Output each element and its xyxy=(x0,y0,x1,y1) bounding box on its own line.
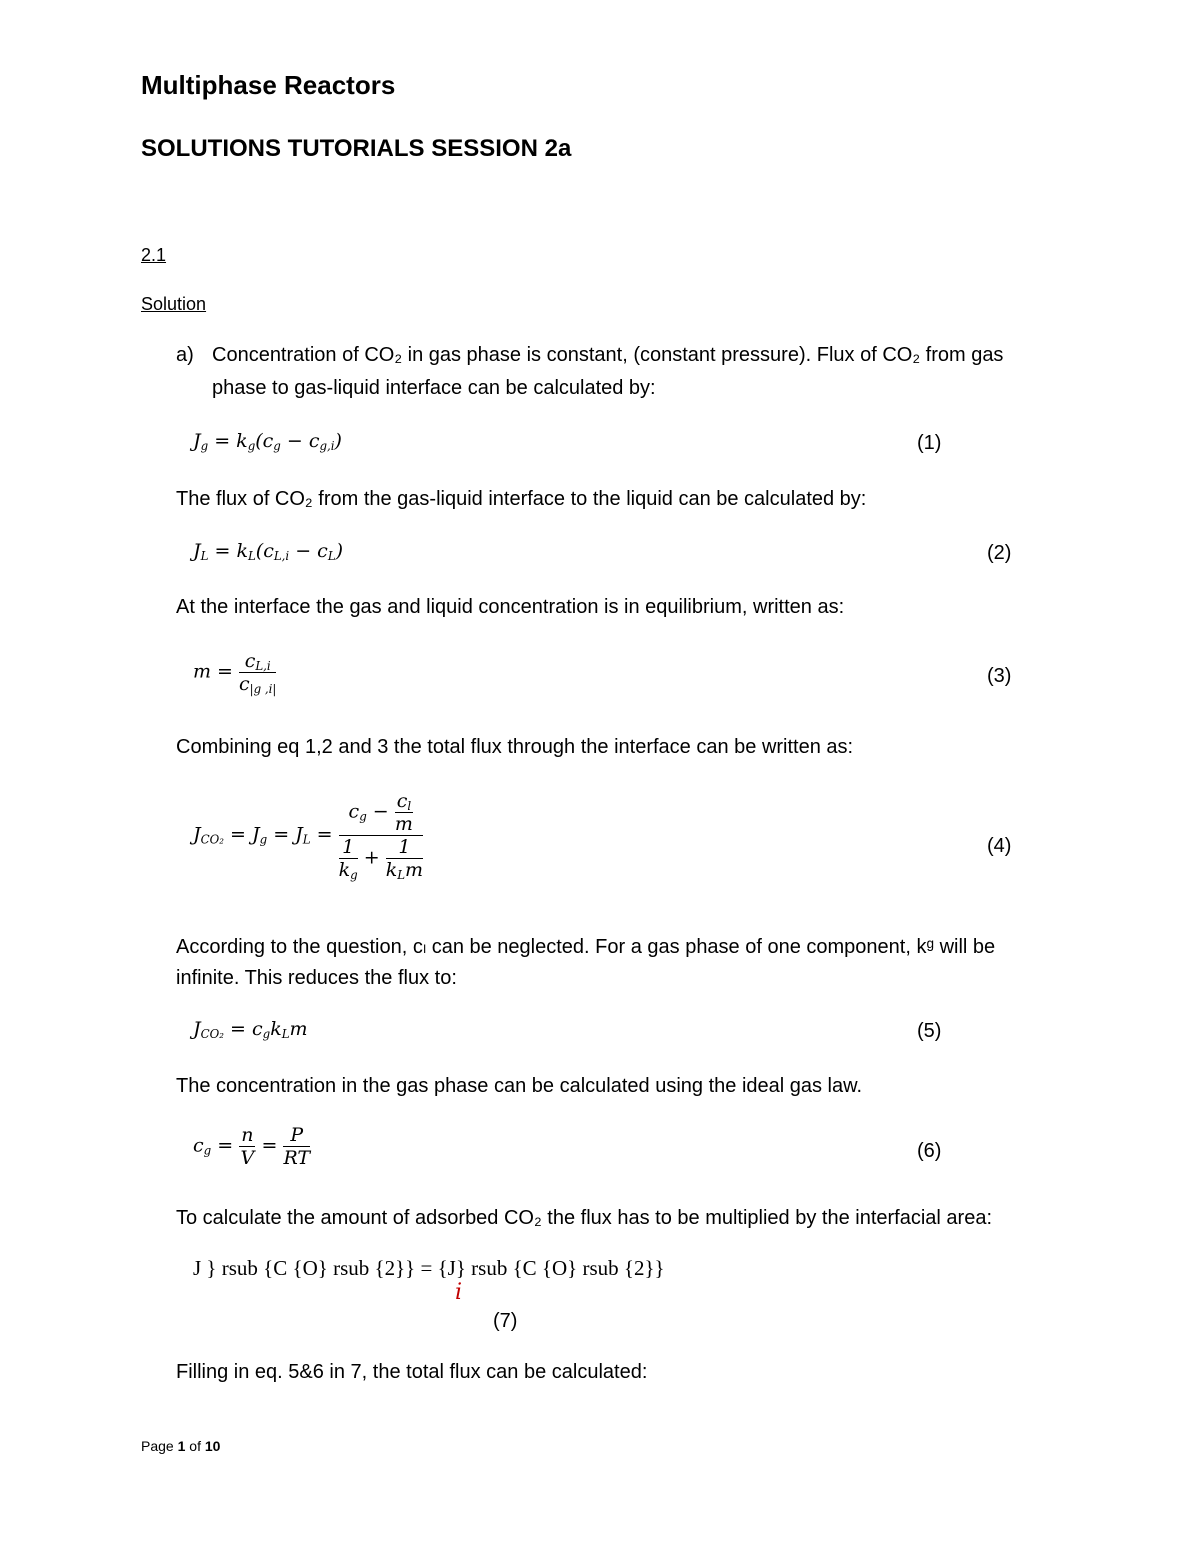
page-prefix: Page xyxy=(141,1438,174,1454)
equation-6-number: (6) xyxy=(917,1140,942,1162)
paragraph-combining: Combining eq 1,2 and 3 the total flux through the interface can be written as: xyxy=(176,736,854,758)
section-number: 2.1 xyxy=(141,245,167,265)
page-current: 1 xyxy=(177,1438,186,1454)
paragraph-filling-in: Filling in eq. 5&6 in 7, the total flux can be calculated: xyxy=(176,1361,648,1383)
item-a-marker: a) xyxy=(176,344,194,366)
equation-5-number: (5) xyxy=(917,1020,942,1042)
paragraph-equilibrium: At the interface the gas and liquid concentration is in equilibrium, written as: xyxy=(176,596,845,618)
equation-1-number: (1) xyxy=(917,432,942,454)
equation-3-number: (3) xyxy=(987,665,1012,687)
equation-5: $J_{CO_2} = c_gk_Lm$ xyxy=(193,1018,308,1041)
equation-3: m = $\frac{c_{L,i}}{c_{|g ,i|}}$ xyxy=(193,650,277,696)
equation-4-number: (4) xyxy=(987,835,1012,857)
paragraph-flux-to-liquid: The flux of CO₂ from the gas-liquid interface to the liquid can be calculated by: xyxy=(176,488,867,510)
equation-2: $J_L = k_L(c_{L,i} - c_L)$ xyxy=(193,540,344,563)
equation-4: $J_{CO_2} = J_g = J_L$ = $c_g$ − $\frac{c_l}{m}$ $\frac{1}{k_g}$ + $\frac{1}{k_Lm}$ xyxy=(193,790,424,882)
page-of: of xyxy=(189,1438,201,1454)
equation-1: $J_g = k_g(c_g - c_{g,i})$ xyxy=(193,430,342,453)
item-a-line-1: Concentration of CO₂ in gas phase is constant, (constant pressure). Flux of CO₂ from gas xyxy=(212,344,1004,366)
equation-2-number: (2) xyxy=(987,542,1012,564)
paragraph-neglect-line-2: infinite. This reduces the flux to: xyxy=(176,967,457,989)
paragraph-ideal-gas: The concentration in the gas phase can be calculated using the ideal gas law. xyxy=(176,1075,863,1097)
page-total: 10 xyxy=(204,1438,221,1454)
equation-7-number: (7) xyxy=(493,1310,518,1332)
solution-label: Solution xyxy=(141,294,207,314)
equation-7-red-mark: i xyxy=(455,1280,463,1305)
paragraph-neglect-line-1: According to the question, cₗ can be neglected. For a gas phase of one component, kᵍ will be xyxy=(176,936,996,958)
page-footer xyxy=(141,1438,220,1454)
equation-6: $c_g$ = $\frac{n}{V}$ = $\frac{P}{RT}$ xyxy=(193,1124,311,1169)
document-title: Multiphase Reactors xyxy=(141,70,396,100)
item-a-line-2: phase to gas-liquid interface can be calculated by: xyxy=(212,377,656,399)
document-subtitle: SOLUTIONS TUTORIALS SESSION 2a xyxy=(141,135,572,162)
paragraph-interfacial-area: To calculate the amount of adsorbed CO₂ the flux has to be multiplied by the interfacial area: xyxy=(176,1207,993,1229)
equation-7-raw: J } rsub {C {O} rsub {2}} = {J} rsub {C {O} rsub {2}} xyxy=(193,1256,665,1280)
